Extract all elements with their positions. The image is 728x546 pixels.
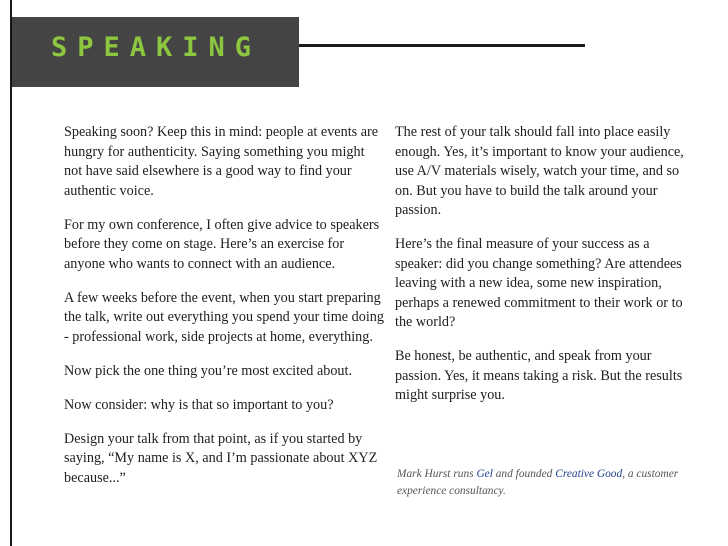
gel-link[interactable]: Gel (476, 468, 493, 480)
credit-prefix: Mark Hurst runs (397, 468, 477, 480)
paragraph: Here’s the final measure of your success as a speaker: did you change something? Are attendees leaving with a new idea, some new inspiration, perhaps a renewed commitment to their work or to the world? (395, 236, 683, 330)
paragraph: Now pick the one thing you’re most excited about. (64, 362, 353, 379)
paragraph: For my own conference, I often give advice to speakers before they come on stage. Here’s an exercise for anyone who wants to connect with an audience. (64, 216, 380, 272)
paragraph: A few weeks before the event, when you start preparing the talk, write out everything you spend your time doing - professional work, side projects at home, everything. (64, 289, 384, 345)
credit-middle: and founded (492, 468, 556, 480)
right-column (395, 123, 700, 420)
paragraph: Be honest, be authentic, and speak from your passion. Yes, it means taking a risk. But the results might surprise you. (395, 348, 683, 403)
title-rule (299, 44, 585, 47)
page-title: SPEAKING (51, 32, 262, 63)
left-column (64, 123, 384, 503)
credit-suffix: , a customer experience consultancy. (397, 468, 679, 497)
paragraph: Design your talk from that point, as if you started by saying, “My name is X, and I’m passionate about XYZ because...” (64, 430, 378, 486)
paragraph: Now consider: why is that so important to you? (64, 396, 334, 413)
paragraph: Speaking soon? Keep this in mind: people at events are hungry for authenticity. Saying something you might not have said elsewhere is a good way to find your authentic voice. (64, 124, 379, 199)
paragraph: The rest of your talk should fall into place easily enough. Yes, it’s important to know your audience, use A/V materials wisely, watch your time, and so on. But you have to build the talk around your passion. (395, 124, 684, 218)
author-credit (397, 466, 697, 500)
creative-good-link[interactable]: Creative Good (555, 468, 623, 480)
